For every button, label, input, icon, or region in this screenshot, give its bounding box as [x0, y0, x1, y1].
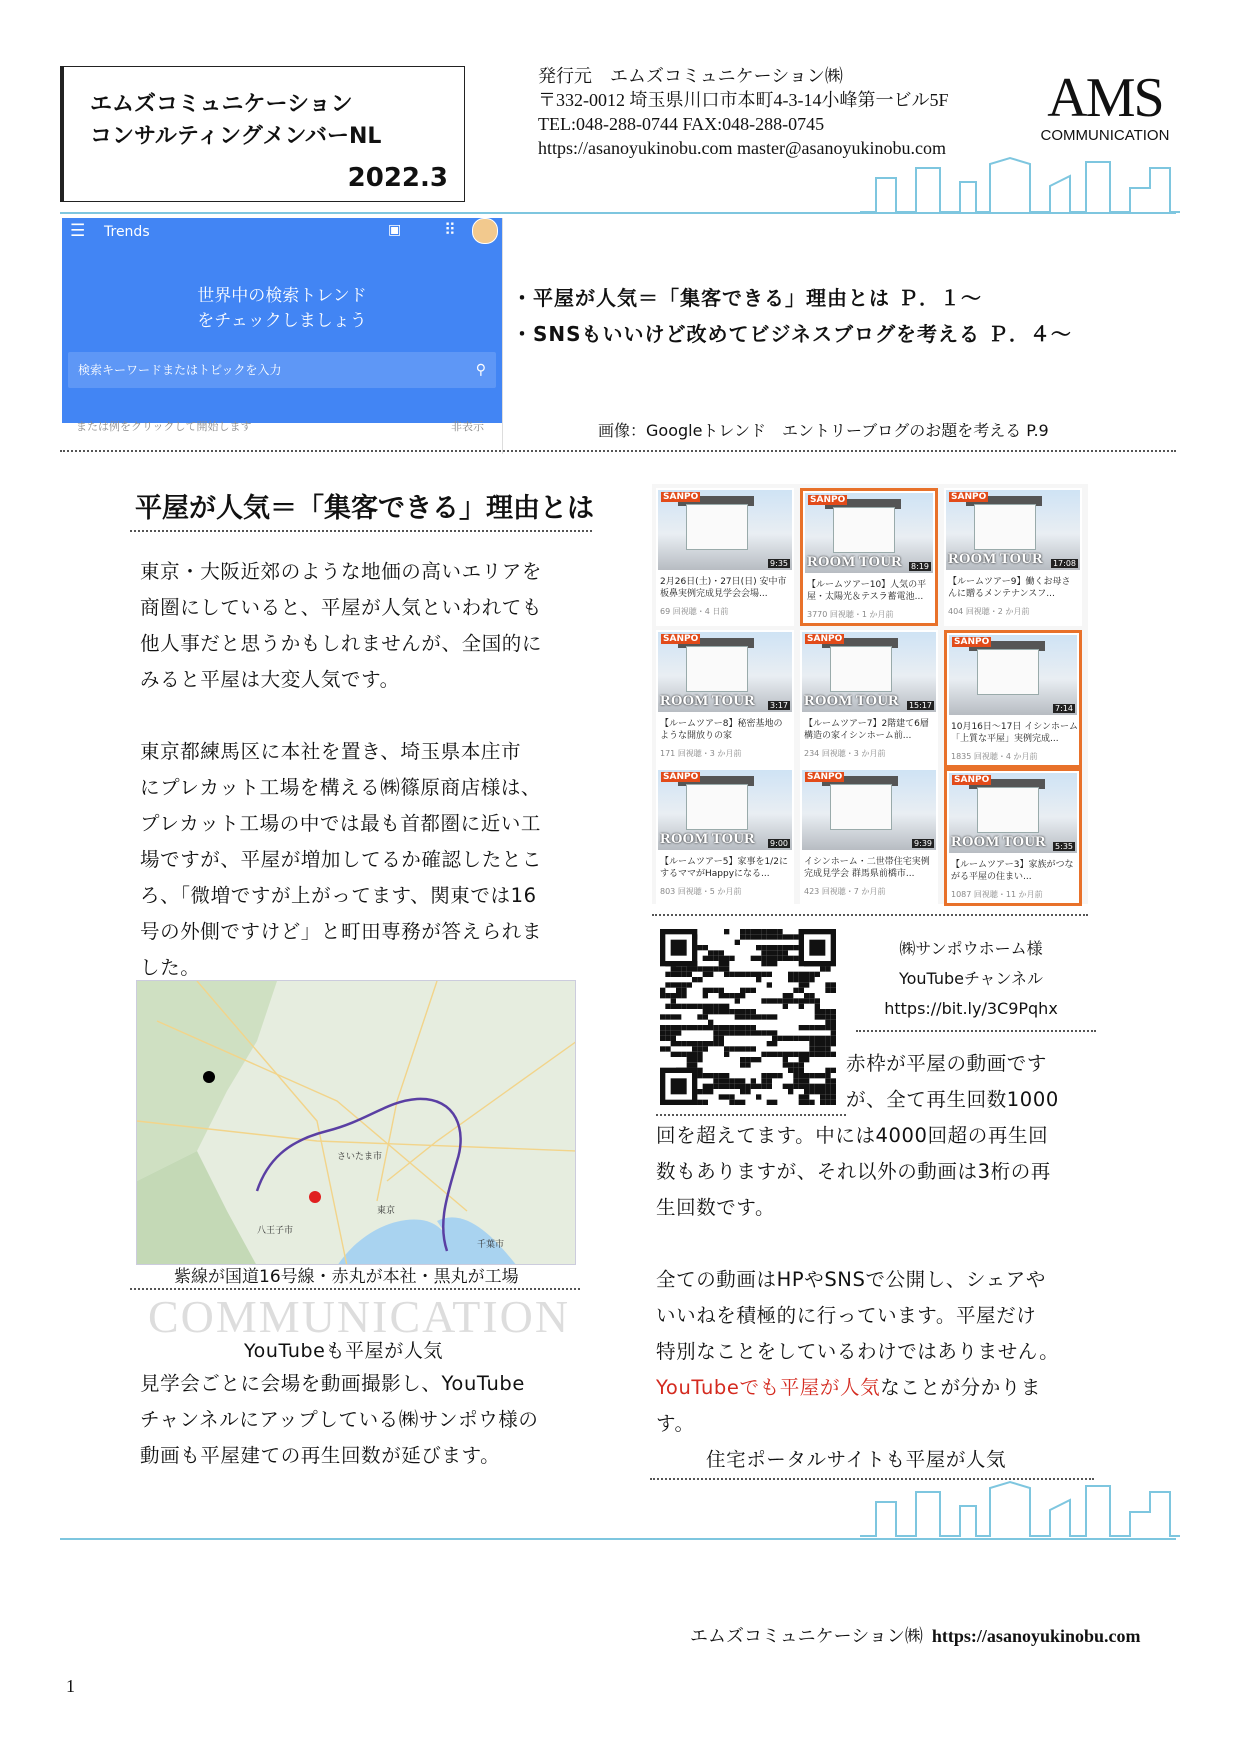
- map-label: 八王子市: [257, 1226, 294, 1236]
- p1-line: みると平屋は大変人気です。: [140, 668, 400, 691]
- video-tile[interactable]: [800, 630, 938, 768]
- heading-underline: [130, 530, 592, 532]
- hero-line-2: をチェックしましょう: [197, 311, 367, 331]
- right-line: いいねを積極的に行っています。平屋だけ: [656, 1304, 1037, 1327]
- search-placeholder: 検索キーワードまたはトピックを入力: [78, 363, 282, 377]
- skyline-decoration-bottom: [860, 1472, 1180, 1542]
- qr-code[interactable]: [660, 928, 836, 1106]
- video-meta: 404 回視聴・2 か月前: [948, 607, 1030, 616]
- video-thumbnail[interactable]: [802, 632, 936, 712]
- youtube-paragraph: [140, 1366, 600, 1474]
- video-duration: 9:39: [914, 839, 932, 848]
- p2-line: にプレカット工場を構える㈱篠原商店様は、: [140, 776, 542, 799]
- highlight-phrase: YouTubeでも平屋が人気: [656, 1376, 881, 1399]
- room-tour-label: ROOM TOUR: [807, 554, 902, 570]
- contents-item-1: ・平屋が人気＝「集客できる」理由とは Ｐ．１～: [512, 286, 982, 310]
- room-tour-label: ROOM TOUR: [951, 834, 1046, 850]
- video-title[interactable]: 10月16日～17日 イシンホーム「上質な平屋」実例完成...: [951, 722, 1078, 744]
- video-duration: 9:00: [770, 839, 788, 848]
- right-line: が、全て再生回数1000: [846, 1088, 1059, 1111]
- right-line: 全ての動画はHPやSNSで公開し、シェアや: [656, 1268, 1046, 1291]
- hero-line-1: 世界中の検索トレンド: [197, 286, 367, 306]
- p2-line: プレカット工場の中では最も首都圏に近い工: [140, 812, 542, 835]
- video-tile[interactable]: [944, 630, 1082, 768]
- p2-line: 号の外側ですけど」と町田専務が答えられま: [140, 920, 543, 943]
- brand-tag: SANPO: [954, 637, 990, 647]
- youtube-video-grid: [652, 484, 1088, 904]
- footer: [690, 1622, 1141, 1648]
- video-thumbnail[interactable]: [658, 632, 792, 712]
- room-tour-label: ROOM TOUR: [804, 693, 899, 709]
- video-thumbnail[interactable]: [658, 770, 792, 850]
- right-line: 回を超えてます。中には4000回超の再生回: [656, 1124, 1049, 1147]
- p2-line: した。: [140, 956, 201, 979]
- qr-description: [856, 934, 1086, 1024]
- video-duration: 7:14: [1055, 704, 1073, 713]
- youtube-subheading: YouTubeも平屋が人気: [244, 1340, 444, 1362]
- video-duration: 3:17: [770, 701, 788, 710]
- page-number: 1: [66, 1676, 75, 1696]
- menu-icon[interactable]: ☰: [70, 221, 86, 241]
- image-caption: 画像：Googleトレンド エントリーブログのお題を考える P.9: [598, 421, 1049, 440]
- publisher-line: 発行元 エムズコミュニケーション㈱: [538, 66, 843, 86]
- yt-line: 見学会ごとに会場を動画撮影し、YouTube: [140, 1372, 525, 1395]
- contents-item-2: ・SNSもいいけど改めてビジネスブログを考える Ｐ．４～: [512, 322, 1072, 346]
- footer-url[interactable]: https://asanoyukinobu.com: [931, 1626, 1141, 1646]
- right-line-with-highlight: [656, 1370, 1059, 1406]
- grid-underline: [652, 914, 1088, 916]
- qr-underline: [856, 1030, 1096, 1032]
- right-line: す。: [656, 1412, 695, 1435]
- article-heading: 平屋が人気＝「集客できる」理由とは: [135, 493, 594, 524]
- qr-url[interactable]: https://bit.ly/3C9Pqhx: [884, 999, 1058, 1018]
- p2-line: 場ですが、平屋が増加してるか確認したとこ: [140, 848, 543, 871]
- video-thumbnail[interactable]: [805, 493, 933, 573]
- feedback-icon[interactable]: ▣: [388, 222, 402, 238]
- room-tour-label: ROOM TOUR: [660, 693, 755, 709]
- issue-date: 2022.3: [347, 163, 448, 193]
- google-trends-screenshot: [62, 218, 503, 454]
- logo-text: AMS: [1047, 67, 1163, 129]
- brand-tag: SANPO: [663, 772, 699, 782]
- trends-topnav: [62, 218, 502, 248]
- publisher-address: 〒332-0012 埼玉県川口市本町4-3-14小峰第一ビル5F: [538, 90, 949, 110]
- video-meta: 803 回視聴・5 か月前: [660, 887, 742, 896]
- publisher-info: [538, 64, 949, 160]
- newsletter-title-box: [60, 66, 465, 202]
- title-line-1: エムズコミュニケーション: [90, 92, 353, 117]
- room-tour-label: ROOM TOUR: [948, 551, 1043, 567]
- right-paragraph-1: [656, 1118, 1059, 1478]
- logo-sub: COMMUNICATION: [1040, 127, 1170, 144]
- map-label: 東京: [377, 1206, 396, 1216]
- trends-hint: または例をクリックして開始します: [76, 420, 252, 433]
- contents-list: [512, 280, 1072, 352]
- brand-tag: SANPO: [951, 492, 987, 502]
- avatar[interactable]: [472, 218, 498, 244]
- video-title[interactable]: イシンホーム・二世帯住宅実例完成見学会 群馬県前橋市...: [804, 857, 930, 879]
- bottom-divider: [60, 1538, 1176, 1540]
- video-tile[interactable]: [800, 488, 938, 626]
- brand-tag: SANPO: [810, 495, 846, 505]
- yt-line: 動画も平屋建ての再生回数が延びます。: [140, 1444, 501, 1467]
- trends-app-name: Trends: [104, 224, 150, 240]
- video-thumbnail[interactable]: [802, 770, 936, 850]
- brand-tag: SANPO: [954, 775, 990, 785]
- video-tile[interactable]: [656, 630, 794, 768]
- brand-tag: SANPO: [663, 492, 699, 502]
- next-subheading: 住宅ポータルサイトも平屋が人気: [706, 1448, 1007, 1471]
- footer-company: エムズコミュニケーション㈱: [690, 1626, 923, 1646]
- map-label: 千葉市: [477, 1240, 505, 1250]
- video-duration: 15:17: [908, 701, 932, 710]
- brand-tag: SANPO: [663, 634, 699, 644]
- video-duration: 5:35: [1055, 842, 1073, 851]
- video-duration: 9:35: [770, 559, 788, 568]
- video-meta: 3770 回視聴・1 か月前: [807, 610, 894, 619]
- title-line-2: コンサルティングメンバーNL: [90, 124, 382, 149]
- map-label: さいたま市: [337, 1152, 383, 1162]
- video-title[interactable]: 【ルームツアー8】秘密基地のような開放りの家: [660, 719, 783, 741]
- p1-line: 他人事だと思うかもしれませんが、全国的に: [140, 632, 543, 655]
- video-thumbnail[interactable]: [946, 490, 1080, 570]
- p2-line: ろ、「微増ですが上がってます、関東では16: [140, 884, 537, 907]
- trends-hero-text: [62, 284, 502, 334]
- p2-line: 東京都練馬区に本社を置き、埼玉県本庄市: [140, 740, 522, 763]
- trends-hide-link[interactable]: 非表示: [451, 420, 484, 433]
- video-meta: 69 回視聴・4 日前: [660, 607, 729, 616]
- right-line: 数もありますが、それ以外の動画は3桁の再: [656, 1160, 1051, 1183]
- video-tile[interactable]: [656, 488, 794, 626]
- qr-bottom-underline: [656, 1114, 846, 1116]
- video-title[interactable]: 2月26日(土)・27日(日) 安中市板鼻実例完成見学会会場...: [660, 577, 787, 599]
- video-title[interactable]: 【ルームツアー3】家族がつながる平屋の住まい...: [951, 860, 1074, 882]
- room-tour-label: ROOM TOUR: [660, 831, 755, 847]
- video-meta: 1087 回視聴・11 か月前: [951, 890, 1043, 899]
- video-duration: 17:08: [1052, 559, 1076, 568]
- right-line: 生回数です。: [656, 1196, 776, 1219]
- yt-line: チャンネルにアップしている㈱サンポウ様の: [140, 1408, 539, 1431]
- p1-line: 商圏にしていると、平屋が人気といわれても: [140, 596, 543, 619]
- video-tile[interactable]: [944, 768, 1082, 906]
- apps-grid-icon[interactable]: ⠿: [444, 220, 456, 239]
- video-tile[interactable]: [944, 488, 1082, 626]
- company-logo: [1030, 60, 1180, 144]
- brand-tag: SANPO: [807, 772, 843, 782]
- video-thumbnail[interactable]: [658, 490, 792, 570]
- right-line: 特別なことをしているわけではありません。: [656, 1340, 1060, 1363]
- trends-search-input[interactable]: [68, 352, 496, 388]
- video-meta: 423 回視聴・7 か月前: [804, 887, 886, 896]
- video-tile[interactable]: [656, 768, 794, 906]
- p1-line: 東京・大阪近郊のような地価の高いエリアを: [140, 560, 543, 583]
- video-meta: 171 回視聴・3 か月前: [660, 749, 742, 758]
- qr-line-1: ㈱サンポウホーム様: [899, 939, 1043, 958]
- video-title[interactable]: 【ルームツアー10】人気の平屋・太陽光＆テスラ蓄電池...: [807, 580, 927, 602]
- right-line: 赤枠が平屋の動画です: [846, 1052, 1048, 1075]
- highlight-after: なことが分かりま: [880, 1376, 1042, 1399]
- video-meta: 1835 回視聴・4 か月前: [951, 752, 1038, 761]
- video-title[interactable]: 【ルームツアー5】家事を1/2にするママがHappyになる...: [660, 857, 788, 879]
- qr-line-2: YouTubeチャンネル: [898, 969, 1044, 988]
- search-icon[interactable]: ⚲: [475, 362, 486, 378]
- brand-tag: SANPO: [807, 634, 843, 644]
- top-divider: [60, 212, 1176, 214]
- watermark: COMMUNICATION: [148, 1291, 571, 1342]
- skyline-decoration-top: [860, 148, 1180, 218]
- right-intro: [846, 1046, 1059, 1118]
- map-image: [136, 980, 576, 1265]
- map-caption: 紫線が国道16号線・赤丸が本社・黒丸が工場: [174, 1267, 519, 1287]
- video-thumbnail[interactable]: [949, 773, 1077, 853]
- video-thumbnail[interactable]: [949, 635, 1077, 715]
- video-title[interactable]: 【ルームツアー9】働くお母さんに贈るメンテナンスフ...: [948, 577, 1071, 599]
- dotted-divider-1: [60, 450, 1176, 452]
- video-tile[interactable]: [800, 768, 938, 906]
- publisher-tel-fax: TEL:048-288-0744 FAX:048-288-0745: [538, 114, 825, 134]
- video-duration: 8:19: [911, 562, 929, 571]
- video-meta: 234 回視聴・3 か月前: [804, 749, 886, 758]
- video-title[interactable]: 【ルームツアー7】2階建て6層構造の家イシンホーム前...: [804, 719, 929, 741]
- publisher-web-mail: https://asanoyukinobu.com master@asanoyukinobu.com: [538, 138, 947, 158]
- article-body: [140, 554, 580, 986]
